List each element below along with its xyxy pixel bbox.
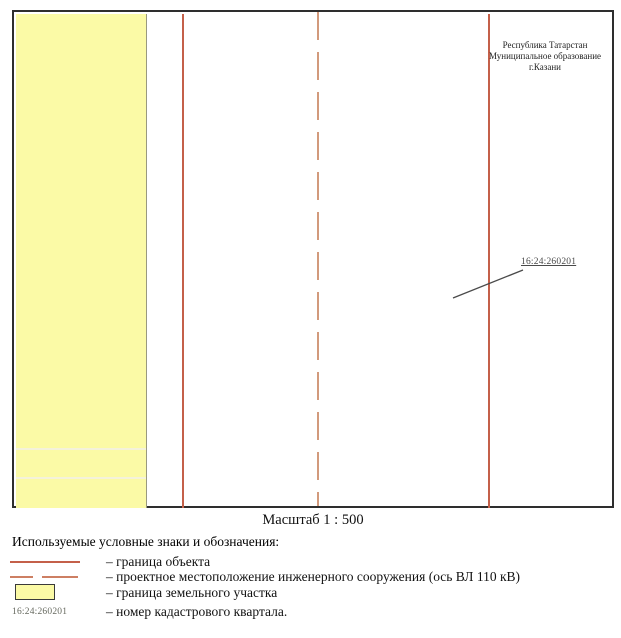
scale-caption: Масштаб 1 : 500 <box>262 512 364 528</box>
cadastral-quarter-number-label: 16:24:260201 <box>521 257 577 267</box>
region-caption <box>470 40 620 73</box>
legend-symbol-powerline-axis <box>10 576 33 578</box>
parcel-divider-line <box>16 477 146 479</box>
region-caption-line: г.Казани <box>529 62 561 72</box>
legend-symbol-powerline-axis <box>42 576 78 578</box>
legend-symbol-land-parcel <box>15 584 55 600</box>
region-caption-line: Республика Татарстан <box>502 40 588 50</box>
legend-item-powerline-axis: – проектное местоположение инженерного сооружения (ось ВЛ 110 кВ) <box>106 569 521 584</box>
legend-symbol-object-boundary <box>10 561 80 563</box>
legend-title: Используемые условные знаки и обозначения: <box>12 534 280 549</box>
legend-item-cadastral-quarter-number: – номер кадастрового квартала. <box>106 604 288 619</box>
object-boundary-line-left <box>182 14 184 508</box>
land-parcel-area <box>16 14 147 508</box>
parcel-divider-line <box>16 448 146 450</box>
object-boundary-line-right <box>488 14 490 508</box>
legend-item-land-parcel: – граница земельного участка <box>106 585 278 600</box>
legend-item-object-boundary: – граница объекта <box>106 554 211 569</box>
legend-symbol-cadastral-quarter-number: 16:24:260201 <box>12 607 68 617</box>
region-caption-line: Муниципальное образование <box>488 51 602 61</box>
